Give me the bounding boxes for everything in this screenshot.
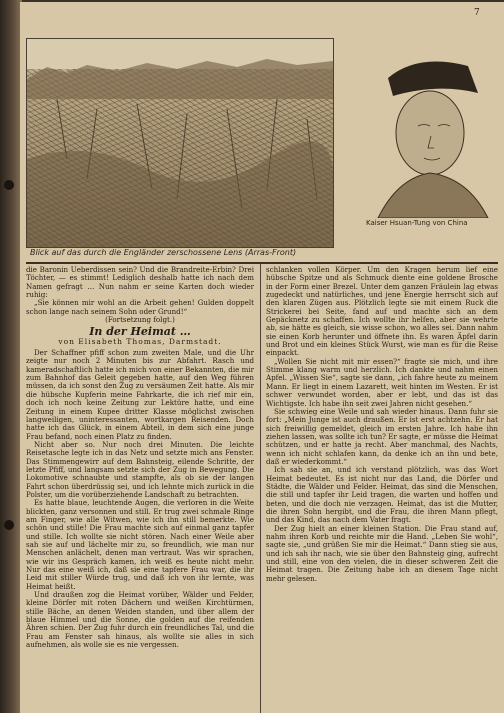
binding-hole [4, 520, 14, 530]
portrait-emperor [338, 48, 498, 218]
article-paragraph: Ich sah sie an, und ich verstand plötzlich, was das Wort Heimat bedeutet. Es ist nicht nur das Land, die Dörfer und Städte, die Wälder und Felder. Heimat, das sind die Menschen, die still und tapfer ihr Leid tragen, die warten und hoffen und beten, und die doch nie verzagen. Heimat, das ist die Mutter, die ihren Sohn hergibt, und die Frau, die ihren Mann pflegt, und das Kind, das nach dem Vater fragt. [266, 465, 498, 525]
article-byline: von Elisabeth Thomas, Darmstadt. [58, 336, 222, 346]
article-paragraph: schlanken vollen Körper. Um den Kragen herum lief eine hübsche Spitze und als Schmuck diente eine goldene Brosche in der Form einer Brezel. Unter dem ganzen Fräulein lag etwas zugedeckt und natürliches, und jene Energie herrscht sich auf den klaren Zügen aus. Plötzlich legte sie mit einem Ruck die Strickerei bei Seite, fand auf und machte sich an dem Gepäcknetz zu schaffen. Ich wollte ihr helfen, aber sie wehrte ab, sie hätte es gleich, sie wisse schon, wo alles sei. Dann nahm sie einen Korb herunter und öffnete ihn. Es waren Äpfel darin und Brot und ein kleines Stück Wurst, wie man es für die Reise einpackt. [266, 266, 498, 358]
book-spine [0, 0, 22, 713]
photo-caption-left: Blick auf das durch die Engländer zerschossene Lens (Arras-Front) [30, 248, 297, 257]
page-number: 7 [474, 8, 480, 18]
photo-destroyed-town [26, 38, 334, 248]
photo-caption-right: Kaiser Hsuan-Tung von China [366, 219, 468, 227]
right-column [266, 266, 498, 713]
ruins-illustration [27, 39, 333, 247]
article-paragraph: Es hatte blaue, leuchtende Augen, die verloren in die Weite blickten, ganz versonnen und still. Er trug zwei schmale Ringe am Finger, wie alle Witwen, wie ich ihn still bemerkte. Wie schön und stille! Die Frau machte sich auf einmal ganz tapfer und stille. Ich wollte sie nicht stören. Nach einer Weile aber sah sie auf und lächelte mir zu, so freundlich, wie man nur Menschen anlächelt, denen man vertraut. Was wir sprachen, wie wir ins Gespräch kamen, ich weiß es heute nicht mehr. Nur das eine weiß ich, daß sie eine tapfere Frau war, die ihr Leid mit stiller Würde trug, und daß ich von ihr lernte, was Heimat heißt. [26, 498, 254, 591]
binding-hole [4, 180, 14, 190]
portrait-illustration [338, 48, 498, 218]
article-paragraph: Sie schwieg eine Weile und sah wieder hinaus. Dann fuhr sie fort: „Mein Junge ist auch draußen. Er ist erst achtzehn. Er hat sich freiwillig gemeldet, gleich im ersten Jahre. Ich habe ihn ziehen lassen, was sollte ich tun? Er sagte, er müsse die Heimat schützen, und er hatte ja recht. Aber manchmal, des Nachts, wenn ich nicht schlafen kann, da denke ich an ihn und bete, daß er wiederkommt.“ [266, 406, 498, 466]
article-paragraph: Und draußen zog die Heimat vorüber, Wälder und Felder, kleine Dörfer mit roten Dächern und weißen Kirchtürmen, stille Bäche, an denen Weiden standen, und über allem der blaue Himmel und die Sonne, die golden auf die reifenden Ähren schien. Der Zug fuhr durch ein freundliches Tal, und die Frau am Fenster sah hinaus, als wollte sie alles in sich aufnehmen, als wolle sie es nie vergessen. [26, 590, 254, 650]
article-paragraph: Nicht aber so. Nur noch drei Minuten. Die leichte Reisetasche legte ich in das Netz und setzte mich ans Fenster. Das Stimmengewirr auf dem Bahnsteig, eilende Schritte, der letzte Pfiff, und langsam setzte sich der Zug in Bewegung. Die Lokomotive schnaubte und stampfte, als ob sie der langen Fahrt schon überdrüssig sei, und ich lehnte mich zurück in die Polster, um die vorüberziehende Landschaft zu betrachten. [26, 439, 254, 499]
continued-note: (Fortsetzung folgt.) [105, 315, 175, 325]
column-divider [260, 264, 261, 713]
article-paragraph: „Wollen Sie nicht mit mir essen?“ fragte sie mich, und ihre Stimme klang warm und herzlich. Ich dankte und nahm einen Apfel. „Wissen Sie“, sagte sie dann, „ich fahre heute zu meinem Mann. Er liegt in einem Lazarett, weit hinten im Westen. Er ist schwer verwundet worden, aber er lebt, und das ist das Wichtigste. Ich habe ihn seit zwei Jahren nicht gesehen.“ [266, 356, 498, 408]
left-column [26, 266, 254, 713]
serial-text: die Baronin Ueberdissen sein? Und die Brandreite-Erbin? Drei Töchter, — es stimmt! Lediglich deshalb hatte ich nach dem Namen gefragt … Nun nahm er seine Karten doch wieder ruhig: [26, 266, 254, 300]
article-paragraph: Der Zug hielt an einer kleinen Station. Die Frau stand auf, nahm ihren Korb und reichte mir die Hand. „Leben Sie wohl“, sagte sie, „und grüßen Sie mir die Heimat.“ Dann stieg sie aus, und ich sah ihr nach, wie sie über den Bahnsteig ging, aufrecht und still, eine von den vielen, die in dieser schweren Zeit die Heimat tragen. Die Zeitung habe ich an diesem Tage nicht mehr gelesen. [266, 523, 498, 583]
article-heading: In der Heimat … [89, 325, 191, 339]
article-paragraph: Der Schaffner pfiff schon zum zweiten Male, und die Uhr zeigte nur noch 2 Minuten bis zur Abfahrt. Rasch und kameradschaftlich hatte ich mich von einer Bekannten, die mir zum Bahnhof das Geleit gegeben hatte, auf den Weg führen müssen, da ich sonst den Zug zu versäumen Zeit hatte. Als mir die hübsche Kupferin meine Fahrkarte, die ich rief mir ein, doch ich noch keine Zeitung zur Lektüre hatte, und eine Zeitung in einem Kupee dritter Klasse möglichst zwischen langweiligen, uninteressanten, wortkargen Reisenden. Doch hatte ich das Glück, in einem Abteil, in dem sich eine junge Frau befand, noch einen Platz zu finden. [26, 348, 254, 441]
serial-text: „Sie können mir wohl an die Arbeit gehen! Gulden doppelt schon lange nach seinem Sohn oder Grund!“ [26, 298, 254, 316]
newspaper-page [20, 2, 504, 713]
section-rule [26, 262, 498, 264]
